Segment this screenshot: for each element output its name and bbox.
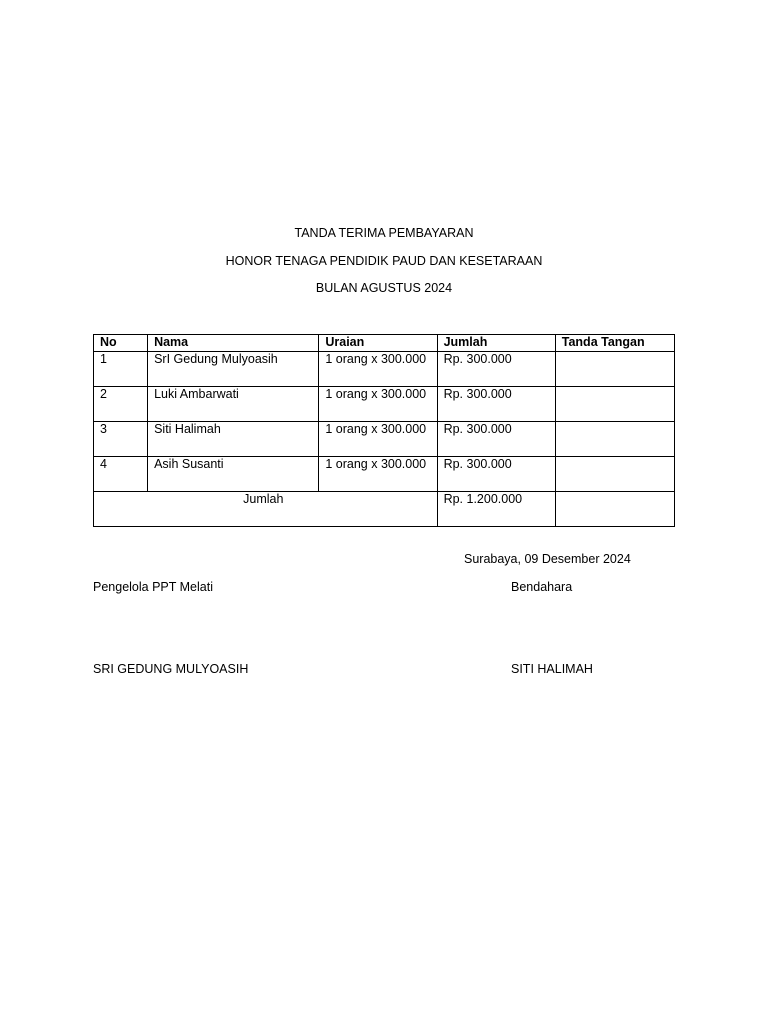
table-total-row (94, 492, 675, 527)
cell-nama: Siti Halimah (148, 422, 319, 457)
cell-jumlah: Rp. 300.000 (437, 457, 555, 492)
cell-nama: Asih Susanti (148, 457, 319, 492)
table-header-row (94, 335, 675, 352)
cell-tanda-tangan (555, 387, 674, 422)
total-label: Jumlah (94, 492, 438, 527)
cell-jumlah: Rp. 300.000 (437, 352, 555, 387)
right-signatory-role: Bendahara (511, 580, 573, 594)
right-signatory-name: SITI HALIMAH (511, 662, 593, 676)
cell-jumlah: Rp. 300.000 (437, 387, 555, 422)
table-row (94, 457, 675, 492)
total-amount: Rp. 1.200.000 (437, 492, 555, 527)
left-signatory-role: Pengelola PPT Melati (93, 580, 213, 594)
cell-no: 3 (94, 422, 148, 457)
document-subtitle: HONOR TENAGA PENDIDIK PAUD DAN KESETARAAN (225, 254, 543, 268)
cell-nama: Luki Ambarwati (148, 387, 319, 422)
left-signatory-name: SRI GEDUNG MULYOASIH (93, 662, 249, 676)
cell-no: 4 (94, 457, 148, 492)
cell-tanda-tangan (555, 352, 674, 387)
table-row (94, 422, 675, 457)
cell-uraian: 1 orang x 300.000 (319, 387, 437, 422)
cell-no: 2 (94, 387, 148, 422)
cell-no: 1 (94, 352, 148, 387)
header-nama: Nama (148, 335, 319, 352)
place-date: Surabaya, 09 Desember 2024 (464, 552, 631, 566)
header-jumlah: Jumlah (437, 335, 555, 352)
table-row (94, 352, 675, 387)
document-title: TANDA TERIMA PEMBAYARAN (294, 226, 474, 240)
total-signature-cell (555, 492, 674, 527)
header-uraian: Uraian (319, 335, 437, 352)
cell-uraian: 1 orang x 300.000 (319, 352, 437, 387)
header-tanda-tangan: Tanda Tangan (555, 335, 674, 352)
cell-jumlah: Rp. 300.000 (437, 422, 555, 457)
table-row (94, 387, 675, 422)
cell-uraian: 1 orang x 300.000 (319, 422, 437, 457)
document-period: BULAN AGUSTUS 2024 (315, 281, 453, 295)
cell-tanda-tangan (555, 422, 674, 457)
cell-uraian: 1 orang x 300.000 (319, 457, 437, 492)
header-no: No (94, 335, 148, 352)
cell-tanda-tangan (555, 457, 674, 492)
payment-receipt-table (93, 334, 675, 527)
cell-nama: SrI Gedung Mulyoasih (148, 352, 319, 387)
